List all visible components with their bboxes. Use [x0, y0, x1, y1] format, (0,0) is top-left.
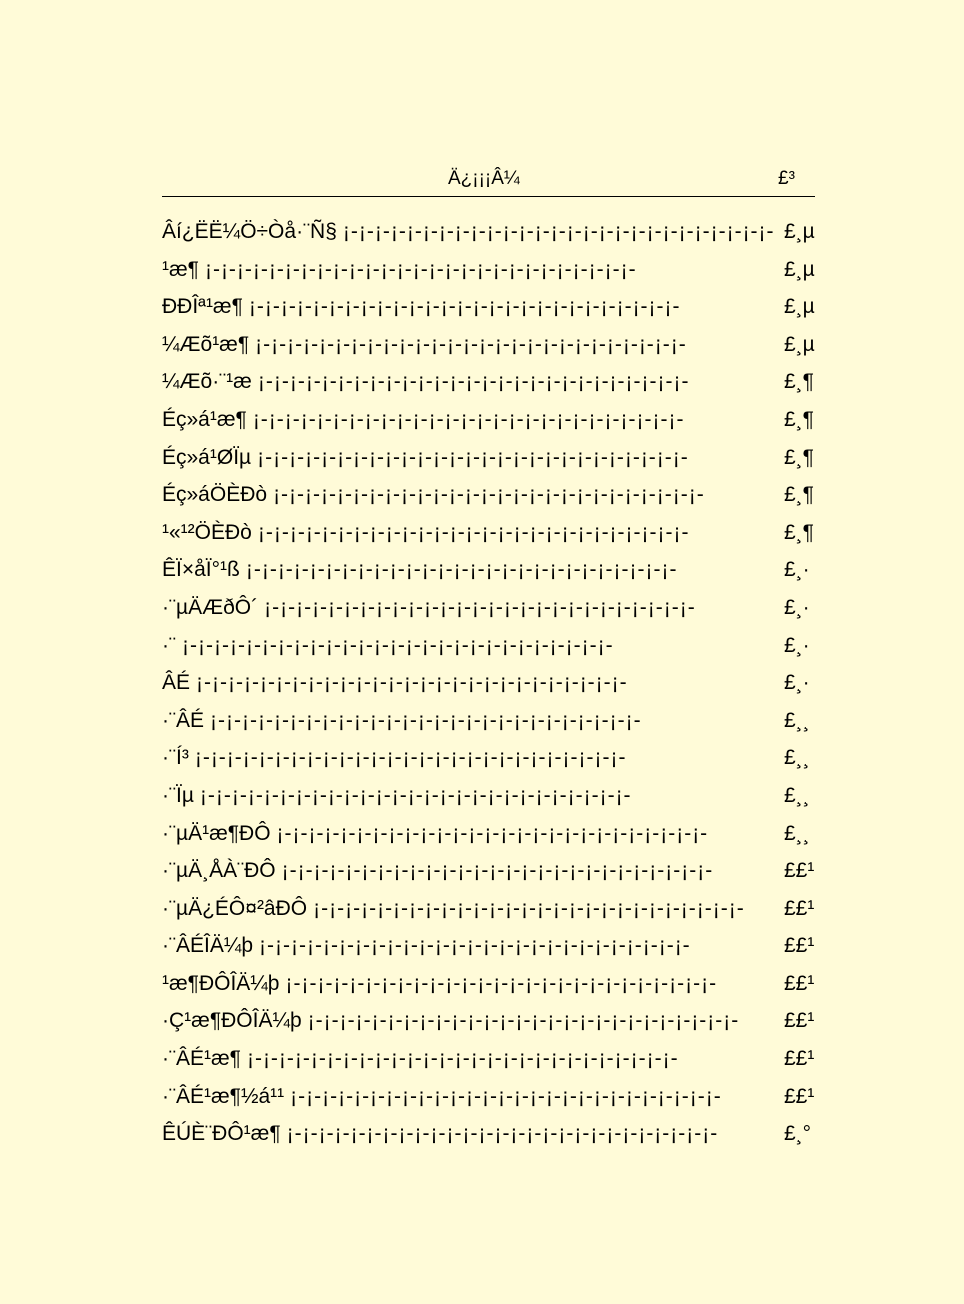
toc-dot-leader: ¡-¡-¡-¡-¡-¡-¡-¡-¡-¡-¡-¡-¡-¡-¡-¡-¡-¡-¡-¡-¡-¡-¡-¡-¡-¡-¡-: [307, 1009, 740, 1033]
toc-dot-leader: ¡-¡-¡-¡-¡-¡-¡-¡-¡-¡-¡-¡-¡-¡-¡-¡-¡-¡-¡-¡-¡-¡-¡-¡-¡-¡-¡-: [257, 370, 690, 394]
toc-entry[interactable]: [162, 558, 826, 596]
toc-entry[interactable]: [162, 333, 826, 371]
toc-entry-label: Éç»á¹æ¶: [162, 407, 247, 431]
toc-entry[interactable]: [162, 709, 826, 747]
toc-entry[interactable]: [162, 746, 826, 784]
toc-entry[interactable]: [162, 483, 826, 521]
toc-entry-page: £¸µ: [784, 257, 815, 281]
toc-dot-leader: ¡-¡-¡-¡-¡-¡-¡-¡-¡-¡-¡-¡-¡-¡-¡-¡-¡-¡-¡-¡-¡-¡-¡-¡-¡-¡-¡-: [255, 332, 687, 356]
toc-dot-leader: ¡-¡-¡-¡-¡-¡-¡-¡-¡-¡-¡-¡-¡-¡-¡-¡-¡-¡-¡-¡-¡-¡-¡-¡-¡-¡-¡-: [199, 783, 632, 807]
toc-entry-page: ££¹: [784, 1047, 815, 1071]
toc-entry[interactable]: [162, 1085, 826, 1123]
toc-dot-leader: ¡-¡-¡-¡-¡-¡-¡-¡-¡-¡-¡-¡-¡-¡-¡-¡-¡-¡-¡-¡-¡-¡-¡-¡-¡-¡-¡-: [182, 633, 614, 657]
toc-entry-page: ££¹: [784, 1009, 815, 1033]
toc-entry-page: £¸¶: [784, 407, 814, 431]
toc-entry-page: £¸¶: [784, 520, 814, 544]
toc-dot-leader: ¡-¡-¡-¡-¡-¡-¡-¡-¡-¡-¡-¡-¡-¡-¡-¡-¡-¡-¡-¡-¡-¡-¡-¡-¡-¡-¡-: [257, 445, 689, 469]
toc-dot-leader: ¡-¡-¡-¡-¡-¡-¡-¡-¡-¡-¡-¡-¡-¡-¡-¡-¡-¡-¡-¡-¡-¡-¡-¡-¡-¡-¡-: [246, 1047, 679, 1071]
toc-entry-page: ££¹: [784, 1084, 815, 1108]
toc-entry[interactable]: [162, 634, 826, 672]
toc-entry-label: ·¨ÂÉ: [162, 708, 204, 732]
toc-entry-label: ·¨Í³: [162, 746, 189, 770]
header-title: Ä¿¡¡¡Â¼: [448, 168, 520, 189]
toc-entry-label: ·¨ÂÉ¹æ¶: [162, 1047, 241, 1071]
toc-entry-page: £¸¸: [784, 746, 810, 770]
toc-dot-leader: ¡-¡-¡-¡-¡-¡-¡-¡-¡-¡-¡-¡-¡-¡-¡-¡-¡-¡-¡-¡-¡-¡-¡-¡-¡-¡-¡-: [257, 520, 690, 544]
toc-entry[interactable]: [162, 934, 826, 972]
toc-dot-leader: ¡-¡-¡-¡-¡-¡-¡-¡-¡-¡-¡-¡-¡-¡-¡-¡-¡-¡-¡-¡-¡-¡-¡-¡-¡-¡-¡-: [285, 971, 718, 995]
toc-dot-leader: ¡-¡-¡-¡-¡-¡-¡-¡-¡-¡-¡-¡-¡-¡-¡-¡-¡-¡-¡-¡-¡-¡-¡-¡-¡-¡-¡-: [264, 595, 696, 619]
toc-dot-leader: ¡-¡-¡-¡-¡-¡-¡-¡-¡-¡-¡-¡-¡-¡-¡-¡-¡-¡-¡-¡-¡-¡-¡-¡-¡-¡-¡-: [276, 821, 709, 845]
toc-dot-leader: ¡-¡-¡-¡-¡-¡-¡-¡-¡-¡-¡-¡-¡-¡-¡-¡-¡-¡-¡-¡-¡-¡-¡-¡-¡-¡-¡-: [194, 746, 627, 770]
toc-entry-page: ££¹: [784, 859, 815, 883]
toc-entry[interactable]: [162, 897, 826, 935]
toc-entry-page: ££¹: [784, 896, 815, 920]
toc-entry-label: ¼Æõ¹æ¶: [162, 332, 250, 356]
toc-entry[interactable]: [162, 258, 826, 296]
toc-entry-page: £¸¶: [784, 445, 814, 469]
toc-dot-leader: ¡-¡-¡-¡-¡-¡-¡-¡-¡-¡-¡-¡-¡-¡-¡-¡-¡-¡-¡-¡-¡-¡-¡-¡-¡-¡-¡-: [210, 708, 642, 732]
toc-entry-label: Éç»áÖÈÐò: [162, 483, 268, 507]
toc-entry-label: ·¨ÂÉÎÄ¼þ: [162, 934, 254, 958]
toc-entry-label: ¹æ¶: [162, 257, 199, 281]
toc-entry-label: ·¨µÄ¸ÅÀ¨ÐÔ: [162, 859, 276, 883]
toc-entry-label: ·¨: [162, 633, 176, 657]
toc-entry-page: £¸°: [784, 1122, 812, 1146]
toc-entry-page: ££¹: [784, 934, 815, 958]
toc-entry[interactable]: [162, 1009, 826, 1047]
toc-dot-leader: ¡-¡-¡-¡-¡-¡-¡-¡-¡-¡-¡-¡-¡-¡-¡-¡-¡-¡-¡-¡-¡-¡-¡-¡-¡-¡-¡-: [245, 558, 678, 582]
toc-entry-page: £¸µ: [784, 220, 815, 243]
toc-entry-label: ·¨ÂÉ¹æ¶½á¹¹: [162, 1084, 285, 1108]
toc-entry[interactable]: [162, 295, 826, 333]
toc-entry[interactable]: [162, 220, 826, 258]
toc-entry-page: £¸·: [784, 633, 810, 657]
toc-entry-page: £¸¸: [784, 783, 810, 807]
toc-entry-label: ¹æ¶ÐÔÎÄ¼þ: [162, 971, 280, 995]
toc-entry-page: £¸¶: [784, 370, 814, 394]
toc-dot-leader: ¡-¡-¡-¡-¡-¡-¡-¡-¡-¡-¡-¡-¡-¡-¡-¡-¡-¡-¡-¡-¡-¡-¡-¡-¡-¡-¡-: [248, 295, 681, 319]
toc-entry[interactable]: [162, 671, 826, 709]
toc-entry-label: ¹«¹²ÖÈÐò: [162, 520, 252, 544]
toc-entry-label: ·¨µÄ¿ÉÔ¤²âÐÔ: [162, 896, 308, 920]
toc-dot-leader: ¡-¡-¡-¡-¡-¡-¡-¡-¡-¡-¡-¡-¡-¡-¡-¡-¡-¡-¡-¡-¡-¡-¡-¡-¡-¡-¡-: [252, 407, 685, 431]
toc-entry-label: ÊÏ×åÏ°¹ß: [162, 558, 240, 582]
toc-entry[interactable]: [162, 784, 826, 822]
toc-dot-leader: ¡-¡-¡-¡-¡-¡-¡-¡-¡-¡-¡-¡-¡-¡-¡-¡-¡-¡-¡-¡-¡-¡-¡-¡-¡-¡-¡-: [342, 220, 775, 243]
toc-entry-label: ÐÐÎª¹æ¶: [162, 295, 243, 319]
toc-entry[interactable]: [162, 446, 826, 484]
toc-entry-label: ¼Æõ·¨¹æ: [162, 370, 252, 394]
toc-entry[interactable]: [162, 859, 826, 897]
toc-dot-leader: ¡-¡-¡-¡-¡-¡-¡-¡-¡-¡-¡-¡-¡-¡-¡-¡-¡-¡-¡-¡-¡-¡-¡-¡-¡-¡-¡-: [313, 896, 745, 920]
toc-entry-label: ÂÉ: [162, 671, 191, 695]
toc-dot-leader: ¡-¡-¡-¡-¡-¡-¡-¡-¡-¡-¡-¡-¡-¡-¡-¡-¡-¡-¡-¡-¡-¡-¡-¡-¡-¡-¡-: [204, 257, 637, 281]
table-of-contents: [162, 220, 826, 1160]
toc-entry-label: ·¨Ïµ: [162, 783, 194, 807]
toc-entry-page: £¸µ: [784, 332, 815, 356]
toc-entry-page: ££¹: [784, 971, 815, 995]
toc-dot-leader: ¡-¡-¡-¡-¡-¡-¡-¡-¡-¡-¡-¡-¡-¡-¡-¡-¡-¡-¡-¡-¡-¡-¡-¡-¡-¡-¡-: [290, 1084, 722, 1108]
toc-entry-page: £¸¸: [784, 821, 810, 845]
toc-entry[interactable]: [162, 822, 826, 860]
toc-entry-label: Âí¿ËË¼Ö÷Òå·¨Ñ§: [162, 220, 337, 243]
toc-dot-leader: ¡-¡-¡-¡-¡-¡-¡-¡-¡-¡-¡-¡-¡-¡-¡-¡-¡-¡-¡-¡-¡-¡-¡-¡-¡-¡-¡-: [196, 671, 628, 695]
header-page-number: £³: [778, 168, 795, 189]
toc-dot-leader: ¡-¡-¡-¡-¡-¡-¡-¡-¡-¡-¡-¡-¡-¡-¡-¡-¡-¡-¡-¡-¡-¡-¡-¡-¡-¡-¡-: [259, 934, 691, 958]
toc-entry-page: £¸·: [784, 671, 810, 695]
page-header: [162, 166, 815, 197]
toc-entry-page: £¸¶: [784, 483, 814, 507]
toc-dot-leader: ¡-¡-¡-¡-¡-¡-¡-¡-¡-¡-¡-¡-¡-¡-¡-¡-¡-¡-¡-¡-¡-¡-¡-¡-¡-¡-¡-: [281, 859, 714, 883]
toc-entry-page: £¸µ: [784, 295, 815, 319]
toc-entry-page: £¸¸: [784, 708, 810, 732]
toc-entry[interactable]: [162, 1047, 826, 1085]
toc-entry-label: ÊÚÈ¨ÐÔ¹æ¶: [162, 1122, 281, 1146]
toc-entry[interactable]: [162, 370, 826, 408]
toc-entry[interactable]: [162, 972, 826, 1010]
toc-entry-page: £¸·: [784, 558, 810, 582]
toc-dot-leader: ¡-¡-¡-¡-¡-¡-¡-¡-¡-¡-¡-¡-¡-¡-¡-¡-¡-¡-¡-¡-¡-¡-¡-¡-¡-¡-¡-: [273, 483, 705, 507]
toc-entry-label: ·¨µÄ¹æ¶ÐÔ: [162, 821, 271, 845]
toc-entry[interactable]: [162, 1122, 826, 1160]
toc-entry[interactable]: [162, 521, 826, 559]
toc-entry-page: £¸·: [784, 595, 810, 619]
toc-entry[interactable]: [162, 408, 826, 446]
toc-entry-label: ·Ç¹æ¶ÐÔÎÄ¼þ: [162, 1009, 302, 1033]
toc-dot-leader: ¡-¡-¡-¡-¡-¡-¡-¡-¡-¡-¡-¡-¡-¡-¡-¡-¡-¡-¡-¡-¡-¡-¡-¡-¡-¡-¡-: [286, 1122, 719, 1146]
toc-entry-label: ·¨µÄÆðÔ´: [162, 595, 259, 619]
toc-entry[interactable]: [162, 596, 826, 634]
toc-entry-label: Éç»á¹ØÏµ: [162, 445, 252, 469]
